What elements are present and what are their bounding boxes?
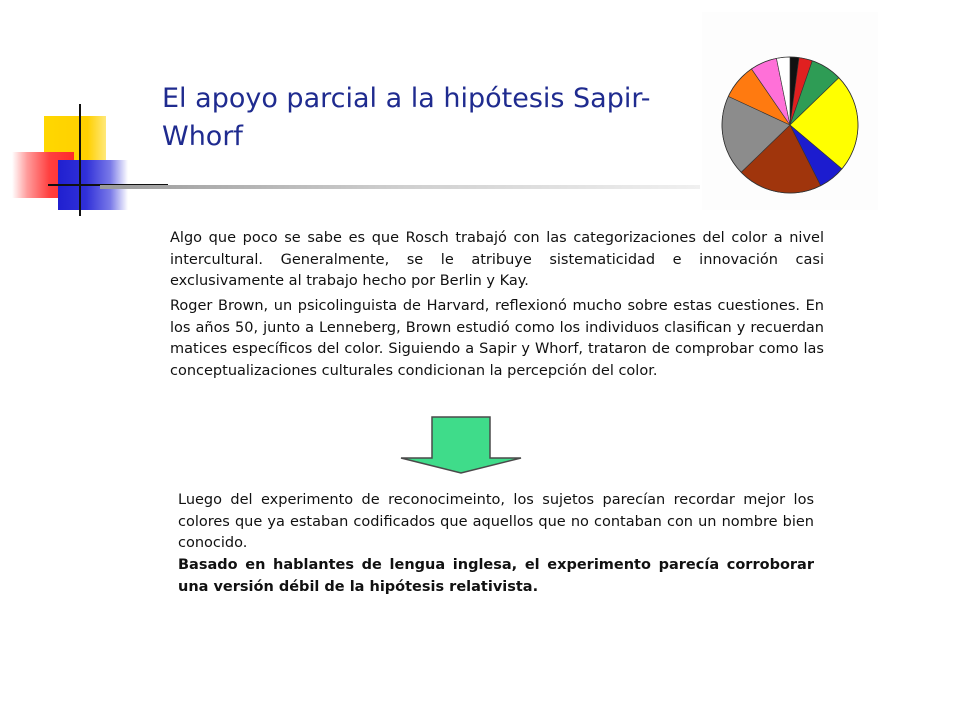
slide-title: El apoyo parcial a la hipótesis Sapir-Whorf — [162, 83, 651, 152]
down-arrow-icon — [398, 416, 524, 474]
title-underline — [100, 185, 700, 189]
pie-chart — [702, 12, 878, 210]
paragraph-experiment: Luego del experimento de reconocimeinto, los sujetos parecían recordar mejor los colores que ya estaban codificados que aquellos que no contaban con un nombre bien conocido. — [178, 492, 814, 551]
paragraph-conclusion: Basado en hablantes de lengua inglesa, el experimento parecía corroborar una versión débil de la hipótesis relativista. — [178, 557, 814, 595]
down-arrow-shape — [401, 417, 521, 473]
paragraph-rosch: Algo que poco se sabe es que Rosch trabajó con las categorizaciones del color a nivel intercultural. Generalmente, se le atribuye sistematicidad e innovación casi exclusivamente al trabajo hecho por Berlin y Kay. — [170, 230, 824, 289]
paragraph-brown: Roger Brown, un psicolinguista de Harvard, reflexionó mucho sobre estas cuestiones. En los años 50, junto a Lenneberg, Brown estudió como los individuos clasifican y recuerdan matices específicos del color. Siguiendo a Sapir y Whorf, trataron de comprobar como las conceptualizaciones culturales condicionan la percepción del color. — [170, 298, 824, 379]
decor-vertical-line — [79, 104, 81, 216]
pie-chart-image — [702, 12, 878, 210]
